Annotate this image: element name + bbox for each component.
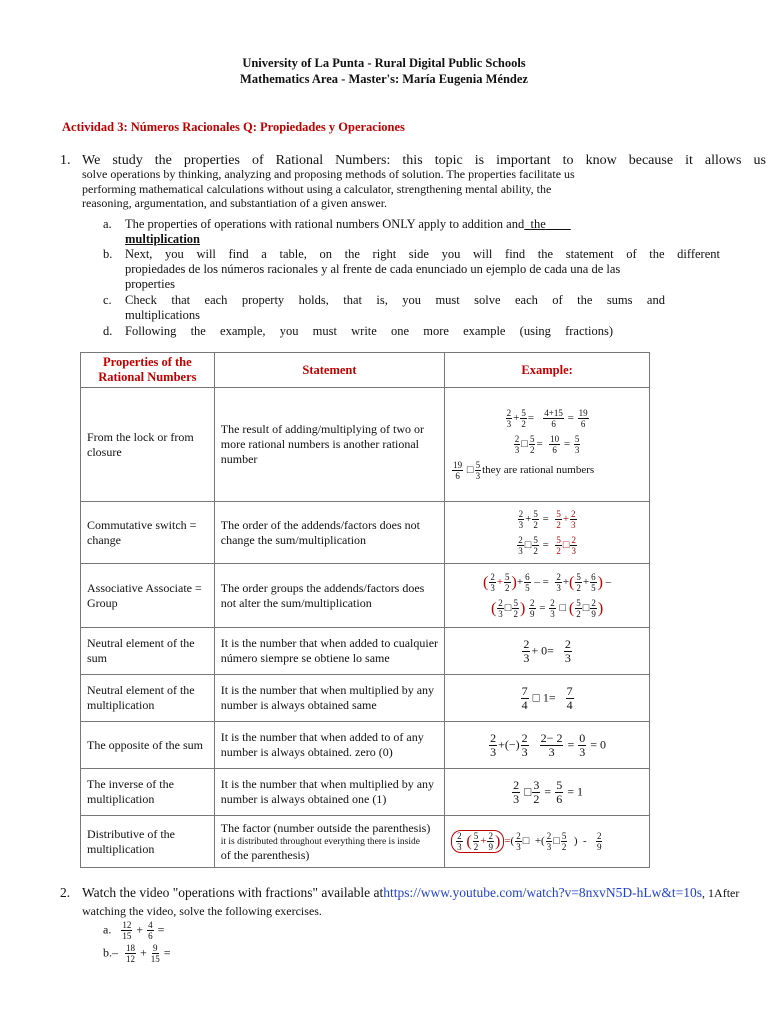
example-cell xyxy=(445,388,650,502)
question-2-lead: Watch the video "operations with fractions" available at xyxy=(82,885,384,900)
continuation-line: reasoning, argumentation, and substantiation of a given answer. xyxy=(82,196,388,210)
property-name: Neutral element of the multiplication xyxy=(81,675,215,722)
property-statement: The result of adding/multiplying of two or more rational numbers is another rational number xyxy=(214,388,444,502)
property-name: Neutral element of the sum xyxy=(81,628,215,675)
fraction: $\frac{7}{4}$ xyxy=(521,683,528,712)
question-1-continuation xyxy=(82,167,622,211)
fraction: $\frac{5}{2}$ xyxy=(521,408,526,429)
properties-table xyxy=(80,352,650,868)
fraction: $\frac{2- 2}{3}$ xyxy=(540,730,563,759)
fraction: $\frac{5}{2}$ xyxy=(561,831,567,852)
fraction: $\frac{19}{6}$ xyxy=(578,408,588,429)
table-header-row xyxy=(81,353,650,388)
example-cell xyxy=(445,769,650,816)
exercise-b: b.– $\frac{18}{12}$ + $\frac{9}{15}$ = xyxy=(103,943,171,964)
fraction: $\frac{2}{9}$ xyxy=(591,598,596,619)
table-row xyxy=(81,675,650,722)
fraction: $\frac{2}{3}$ xyxy=(564,636,571,665)
fraction: $\frac{2}{3}$ xyxy=(518,535,523,556)
example-line: ( $\frac{2}{3}$ + $\frac{5}{2}$ )+ $\frac{6}{5}$ – = $\frac{2}{3}$ +( $\frac{5}{2}$ + $\frac{6}{5}$ ) – xyxy=(483,572,612,593)
property-name: The opposite of the sum xyxy=(81,722,215,769)
fraction: $\frac{5}{2}$ xyxy=(533,509,538,530)
example-line: $\frac{7}{4}$ □ 1= $\frac{7}{4}$ xyxy=(521,683,573,712)
fraction: $\frac{2}{3}$ xyxy=(521,730,528,759)
property-statement: It is the number that when added to of any number is always obtained. zero (0) xyxy=(214,722,444,769)
example-cell xyxy=(445,628,650,675)
property-name: Associative Associate = Group xyxy=(81,564,215,628)
fraction: $\frac{5}{2}$ xyxy=(473,831,479,852)
fraction: $\frac{2}{3}$ xyxy=(490,572,495,593)
fraction: $\frac{5}{6}$ xyxy=(556,777,563,806)
question-number: 1. xyxy=(60,153,71,168)
table-row xyxy=(81,722,650,769)
example-cell xyxy=(445,816,650,868)
statement-small: it is distributed throughout everything there is inside xyxy=(220,836,420,847)
exercise-marker: a. xyxy=(103,922,112,937)
fraction: $\frac{2}{3}$ xyxy=(513,777,520,806)
fraction: $\frac{2}{3}$ xyxy=(490,730,497,759)
fraction: $\frac{2}{9}$ xyxy=(530,598,535,619)
question-lead: We study the properties of Rational Numbers: this topic is important to know because it allows us xyxy=(82,153,766,168)
fraction: $\frac{9}{15}$ xyxy=(150,943,160,964)
fraction: $\frac{6}{5}$ xyxy=(525,572,530,593)
fraction: $\frac{2}{3}$ xyxy=(514,434,520,455)
continuation-line: performing mathematical calculations without using a calculator, strengthening mental ability, the xyxy=(82,181,552,196)
fraction: $\frac{2}{3}$ xyxy=(498,598,503,619)
fraction: $\frac{2}{3}$ xyxy=(556,572,561,593)
fraction: $\frac{3}{2}$ xyxy=(533,777,540,806)
fraction: $\frac{2}{3}$ xyxy=(546,831,552,852)
item-marker: d. xyxy=(103,324,113,338)
example-cell xyxy=(445,722,650,769)
fraction: $\frac{4+15}{6}$ xyxy=(544,408,563,429)
property-name: The inverse of the multiplication xyxy=(81,769,215,816)
header-property: Properties of the Rational Numbers xyxy=(81,353,215,388)
item-d-text: Following the example, you must write one more example (using fractions) xyxy=(125,324,613,338)
item-b-line: Next, you will find a table, on the right side you will find the statement of the different xyxy=(125,247,720,261)
fraction: $\frac{5}{2}$ xyxy=(576,572,581,593)
item-a-text xyxy=(125,217,655,247)
fraction: $\frac{2}{3}$ xyxy=(457,831,462,852)
example-line: $\frac{2}{3}$ □ $\frac{5}{2}$ = $\frac{10}{6}$ = $\frac{5}{3}$ xyxy=(514,434,580,455)
fraction: $\frac{0}{3}$ xyxy=(579,730,586,759)
continuation-line: solve operations by thinking, analyzing and proposing methods of solution. The properties facilitate us xyxy=(82,167,575,181)
fraction: $\frac{5}{2}$ xyxy=(505,572,510,593)
fraction: $\frac{5}{2}$ xyxy=(556,509,561,530)
example-cell xyxy=(445,564,650,628)
item-marker: b. xyxy=(103,247,113,261)
fraction: $\frac{7}{4}$ xyxy=(566,683,573,712)
property-name: From the lock or from closure xyxy=(81,388,215,502)
item-a-bold: multiplication xyxy=(125,232,201,246)
item-c-text xyxy=(125,293,665,323)
exercise-a: a. $\frac{12}{15}$ + $\frac{4}{6}$ = xyxy=(103,920,165,941)
header-area: Mathematics Area - Master's: María Eugenia Méndez xyxy=(240,72,528,86)
fraction: $\frac{2}{3}$ xyxy=(550,598,555,619)
fraction: $\frac{2}{3}$ xyxy=(516,831,521,852)
table-row xyxy=(81,769,650,816)
question-2-tail: , 1After watching the video, solve the following exercises. xyxy=(82,886,740,918)
property-statement: The order of the addends/factors does not change the sum/multiplication xyxy=(214,502,444,564)
closure-note: they are rational numbers xyxy=(482,464,595,477)
fraction: $\frac{10}{6}$ xyxy=(550,434,560,455)
example-line: $\frac{2}{3}$ □ $\frac{3}{2}$ = $\frac{5}{6}$ = 1 xyxy=(513,777,583,806)
fraction: $\frac{5}{2}$ xyxy=(529,434,535,455)
exercise-marker: b.– xyxy=(103,945,118,960)
fraction: $\frac{5}{2}$ xyxy=(556,535,561,556)
example-line: $\frac{2}{3}$ +(−) $\frac{2}{3}$ $\frac{2- 2}{3}$ = $\frac{0}{3}$ = 0 xyxy=(490,730,607,759)
fraction: $\frac{6}{5}$ xyxy=(591,572,596,593)
fraction: $\frac{5}{2}$ xyxy=(533,535,538,556)
example-line: $\frac{2}{3}$ + $\frac{5}{2}$ = $\frac{5}{2}$ + $\frac{2}{3}$ xyxy=(518,509,576,530)
fraction: $\frac{5}{3}$ xyxy=(475,460,481,481)
fraction: $\frac{12}{15}$ xyxy=(122,920,132,941)
video-link[interactable]: https://www.youtube.com/watch?v=8nxvN5D-hLw&t=10s xyxy=(383,885,703,900)
activity-title: Actividad 3: Números Racionales Q: Propiedades y Operaciones xyxy=(62,120,405,134)
item-marker: a. xyxy=(103,217,112,231)
fraction: $\frac{5}{2}$ xyxy=(513,598,518,619)
header-institution: University of La Punta - Rural Digital Public Schools xyxy=(242,56,526,70)
question-number: 2. xyxy=(60,885,71,900)
property-statement: It is the number that when multiplied by any number is always obtained same xyxy=(214,675,444,722)
statement-main: The factor (number outside the parenthesis) xyxy=(220,820,431,835)
fraction: $\frac{18}{12}$ xyxy=(126,943,135,964)
fraction: $\frac{2}{9}$ xyxy=(488,831,493,852)
fraction: $\frac{5}{2}$ xyxy=(576,598,581,619)
item-marker: c. xyxy=(103,293,112,307)
item-b-line: properties xyxy=(125,277,175,291)
item-c-line: multiplications xyxy=(125,308,200,322)
example-cell xyxy=(445,502,650,564)
property-statement xyxy=(214,816,444,868)
fraction: $\frac{4}{6}$ xyxy=(148,920,153,941)
table-row xyxy=(81,564,650,628)
example-line: $\frac{2}{3}$ □ $\frac{5}{2}$ = $\frac{5}{2}$ □ $\frac{2}{3}$ xyxy=(518,535,576,556)
property-name: Commutative switch = change xyxy=(81,502,215,564)
statement-tail: of the parenthesis) xyxy=(220,847,310,862)
table-row xyxy=(81,502,650,564)
table-row xyxy=(81,628,650,675)
header-example: Example: xyxy=(445,353,650,388)
fraction: $\frac{2}{3}$ xyxy=(523,636,530,665)
question-2-text xyxy=(82,884,766,920)
item-b-text xyxy=(125,247,720,292)
header-statement: Statement xyxy=(214,353,444,388)
table-row xyxy=(81,816,650,868)
property-name: Distributive of the multiplication xyxy=(81,816,215,868)
example-line: $\frac{2}{3}$ + $\frac{5}{2}$ = $\frac{4+15}{6}$ = $\frac{19}{6}$ xyxy=(506,408,588,429)
property-statement: The order groups the addends/factors does not alter the sum/multiplication xyxy=(214,564,444,628)
fraction: $\frac{2}{3}$ xyxy=(571,535,576,556)
example-cell xyxy=(445,675,650,722)
example-line: $\frac{2}{3}$ ( $\frac{5}{2}$ + $\frac{2}{9}$ ) =( $\frac{2}{3}$ □ +( $\frac{2}{3}$ □ $\frac{5}{2}$ ) - $\frac{2}{9}$ xyxy=(451,830,643,853)
example-line: ( $\frac{2}{3}$ □ $\frac{5}{2}$ ) $\frac{2}{9}$ = $\frac{2}{3}$ □ ( $\frac{5}{2}$ □ $\frac{2}{9}$ ) xyxy=(490,598,604,619)
item-a-main: The properties of operations with rational numbers ONLY apply to addition and xyxy=(125,217,525,231)
property-statement: It is the number that when multiplied by any number is always obtained one (1) xyxy=(214,769,444,816)
fraction: $\frac{5}{3}$ xyxy=(574,434,580,455)
fraction: $\frac{2}{3}$ xyxy=(571,509,576,530)
fraction: $\frac{2}{9}$ xyxy=(596,831,602,852)
property-statement: It is the number that when added to cualquier número siempre se obtiene lo same xyxy=(214,628,444,675)
blank-word: the xyxy=(530,217,546,231)
example-line: $\frac{2}{3}$ + 0= $\frac{2}{3}$ xyxy=(523,636,571,665)
item-c-line: Check that each property holds, that is, you must solve each of the sums and xyxy=(125,293,665,307)
item-b-line: propiedades de los números racionales y al frente de cada enunciado un ejemplo de cada una de las xyxy=(125,262,621,276)
item-a-blank xyxy=(524,217,571,231)
table-row xyxy=(81,388,650,502)
fraction: $\frac{2}{3}$ xyxy=(518,509,524,530)
example-line: $\frac{19}{6}$ □ $\frac{5}{3}$ they are rational numbers xyxy=(453,460,595,481)
fraction: $\frac{19}{6}$ xyxy=(453,460,463,481)
fraction: $\frac{2}{3}$ xyxy=(506,408,512,429)
